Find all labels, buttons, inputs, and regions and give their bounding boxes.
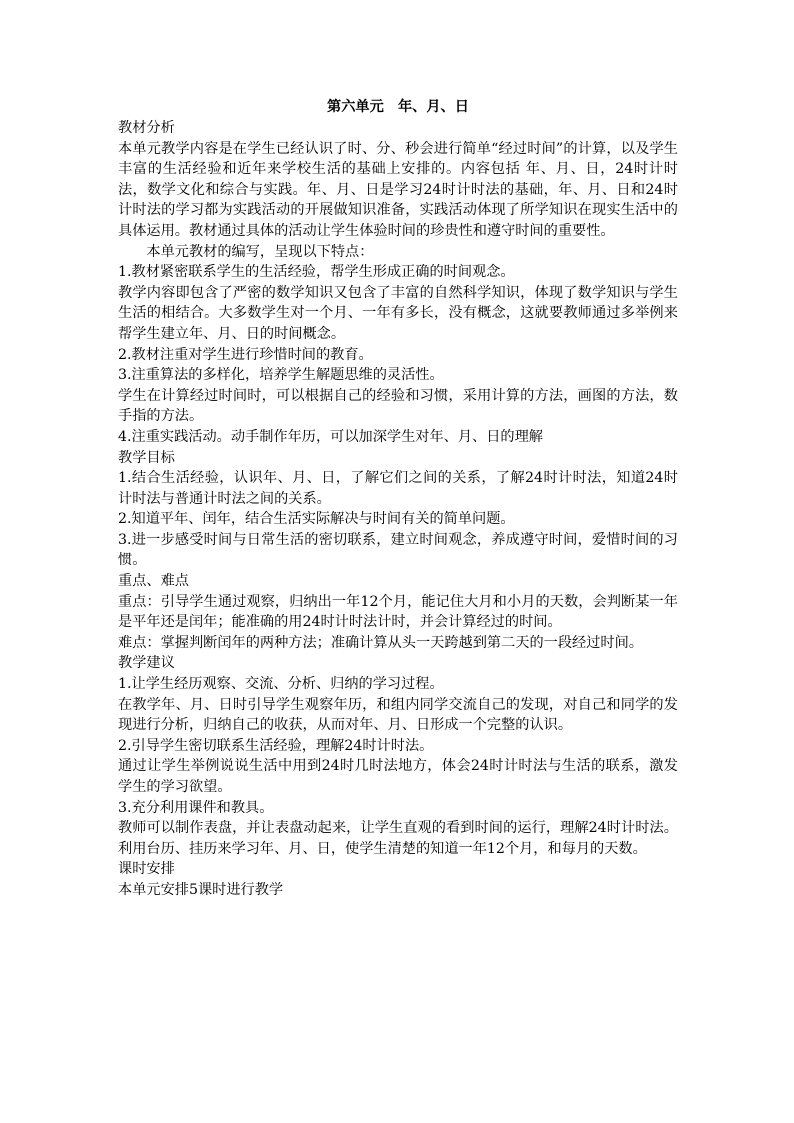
paragraph-suggestion-1: 1.让学生经历观察、交流、分析、归纳的学习过程。 bbox=[118, 676, 444, 693]
paragraph-feature-3-detail: 学生在计算经过时间时，可以根据自己的经验和习惯，采用计算的方法，画图的方法，数手指的方法。 bbox=[118, 387, 678, 425]
paragraph-suggestion-3: 3.充分利用课件和教具。 bbox=[118, 799, 274, 816]
paragraph-feature-4: 4.注重实践活动。动手制作年历，可以加深学生对年、月、日的理解 bbox=[118, 428, 543, 445]
paragraph-suggestion-3-detail: 教师可以制作表盘，并让表盘动起来，让学生直观的看到时间的运行，理解24时计时法。利用台历、挂历来学习年、月、日，使学生清楚的知道一年12个月，和每月的天数。 bbox=[118, 820, 678, 857]
paragraph-suggestion-2: 2.引导学生密切联系生活经验，理解24时计时法。 bbox=[118, 737, 434, 754]
paragraph-feature-3: 3.注重算法的多样化，培养学生解题思维的灵活性。 bbox=[118, 367, 444, 384]
section-heading-key-points: 重点、难点 bbox=[118, 573, 189, 590]
document-page bbox=[118, 96, 678, 901]
paragraph-goal-3: 3.进一步感受时间与日常生活的密切联系，建立时间观念，养成遵守时间，爱惜时间的习惯。 bbox=[118, 531, 678, 569]
paragraph-goal-1: 1.结合生活经验，认识年、月、日，了解它们之间的关系，了解24时计时法，知道24时计时法与普通计时法之间的关系。 bbox=[118, 470, 678, 507]
paragraph-feature-1-detail: 教学内容即包含了严密的数学知识又包含了丰富的自然科学知识，体现了数学知识与学生生活的相结合。大多数学生对一个月、一年有多长，没有概念，这就要教师通过多举例来帮学生建立年、月、日的时间概念。 bbox=[118, 284, 678, 342]
section-heading-teaching-goals: 教学目标 bbox=[118, 449, 175, 466]
page-title: 第六单元 年、月、日 bbox=[327, 99, 469, 115]
section-heading-material-analysis: 教材分析 bbox=[118, 120, 175, 136]
paragraph-feature-2: 2.教材注重对学生进行珍惜时间的教育。 bbox=[118, 346, 373, 363]
paragraph-features-intro: 本单元教材的编写，呈现以下特点： bbox=[146, 243, 374, 260]
paragraph-goal-2: 2.知道平年、闰年，结合生活实际解决与时间有关的简单问题。 bbox=[118, 511, 515, 528]
paragraph-suggestion-2-detail: 通过让学生举例说说生活中用到24时几时法地方，体会24时计时法与生活的联系，激发学生的学习欲望。 bbox=[118, 758, 678, 795]
section-heading-teaching-suggestions: 教学建议 bbox=[118, 655, 175, 672]
paragraph-unit-content: 本单元教学内容是在学生已经认识了时、分、秒会进行简单“经过时间”的计算，以及学生丰富的生活经验和近年来学校生活的基础上安排的。内容包括 年、月、日，24时计时法，数学文化和综合与实践。年、月、日是学习24时计时法的基础，年、月、日和24时计时法的学习都为实践活动的开展做知识准备，实践活动体现了所学知识在现实生活中的具体运用。教材通过具体的活动让学生体验时间的珍贵性和遵守时间的重要性。 bbox=[118, 140, 678, 239]
paragraph-suggestion-1-detail: 在教学年、月、日时引导学生观察年历，和组内同学交流自己的发现，对自己和同学的发现进行分析，归纳自己的收获，从而对年、月、日形成一个完整的认识。 bbox=[118, 696, 678, 734]
paragraph-schedule: 本单元安排5课时进行教学 bbox=[118, 881, 284, 898]
paragraph-difficult-point: 难点：掌握判断闰年的两种方法；准确计算从头一天跨越到第二天的一段经过时间。 bbox=[118, 634, 643, 651]
paragraph-key-point: 重点：引导学生通过观察，归纳出一年12个月，能记住大月和小月的天数，会判断某一年是平年还是闰年；能准确的用24时计时法计时，并会计算经过的时间。 bbox=[118, 593, 678, 631]
paragraph-feature-1: 1.教材紧密联系学生的生活经验，帮学生形成正确的时间观念。 bbox=[118, 264, 515, 281]
section-heading-schedule: 课时安排 bbox=[118, 861, 175, 878]
